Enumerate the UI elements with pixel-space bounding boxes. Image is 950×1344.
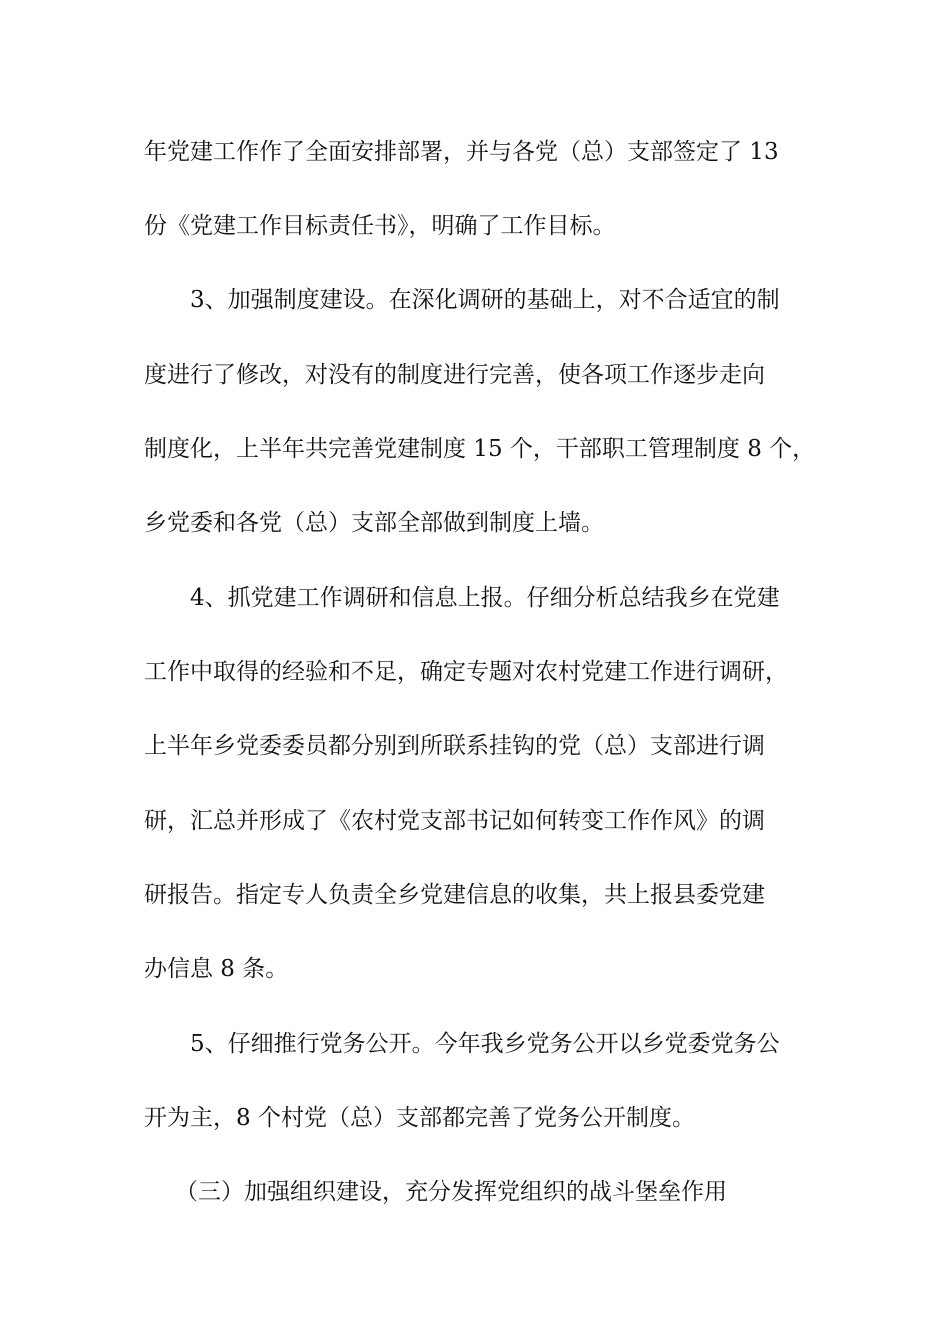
paragraph-line: 度进行了修改，对没有的制度进行完善，使各项工作逐步走向 [144, 362, 765, 388]
paragraph-line: 5、仔细推行党务公开。今年我乡党务公开以乡党委党务公 [190, 1031, 780, 1057]
section-heading: （三）加强组织建设，充分发挥党组织的战斗堡垒作用 [175, 1179, 727, 1205]
paragraph-line: 3、加强制度建设。在深化调研的基础上，对不合适宜的制 [190, 287, 780, 313]
paragraph-line: 制度化，上半年共完善党建制度 15 个，干部职工管理制度 8 个， [144, 436, 816, 462]
paragraph-line: 乡党委和各党（总）支部全部做到制度上墙。 [144, 510, 604, 536]
paragraph-line: 4、抓党建工作调研和信息上报。仔细分析总结我乡在党建 [190, 585, 780, 611]
paragraph-line: 研，汇总并形成了《农村党支部书记如何转变工作作风》的调 [144, 808, 765, 834]
paragraph-line: 份《党建工作目标责任书》，明确了工作目标。 [144, 213, 616, 239]
paragraph-line: 研报告。指定专人负责全乡党建信息的收集，共上报县委党建 [144, 882, 765, 908]
paragraph-line: 开为主，8 个村党（总）支部都完善了党务公开制度。 [144, 1105, 695, 1131]
paragraph-line: 工作中取得的经验和不足，确定专题对农村党建工作进行调研， [144, 659, 788, 685]
paragraph-line: 上半年乡党委委员都分别到所联系挂钩的党（总）支部进行调 [144, 733, 765, 759]
paragraph-line: 办信息 8 条。 [144, 956, 289, 982]
paragraph-line: 年党建工作作了全面安排部署，并与各党（总）支部签定了 13 [144, 139, 779, 165]
